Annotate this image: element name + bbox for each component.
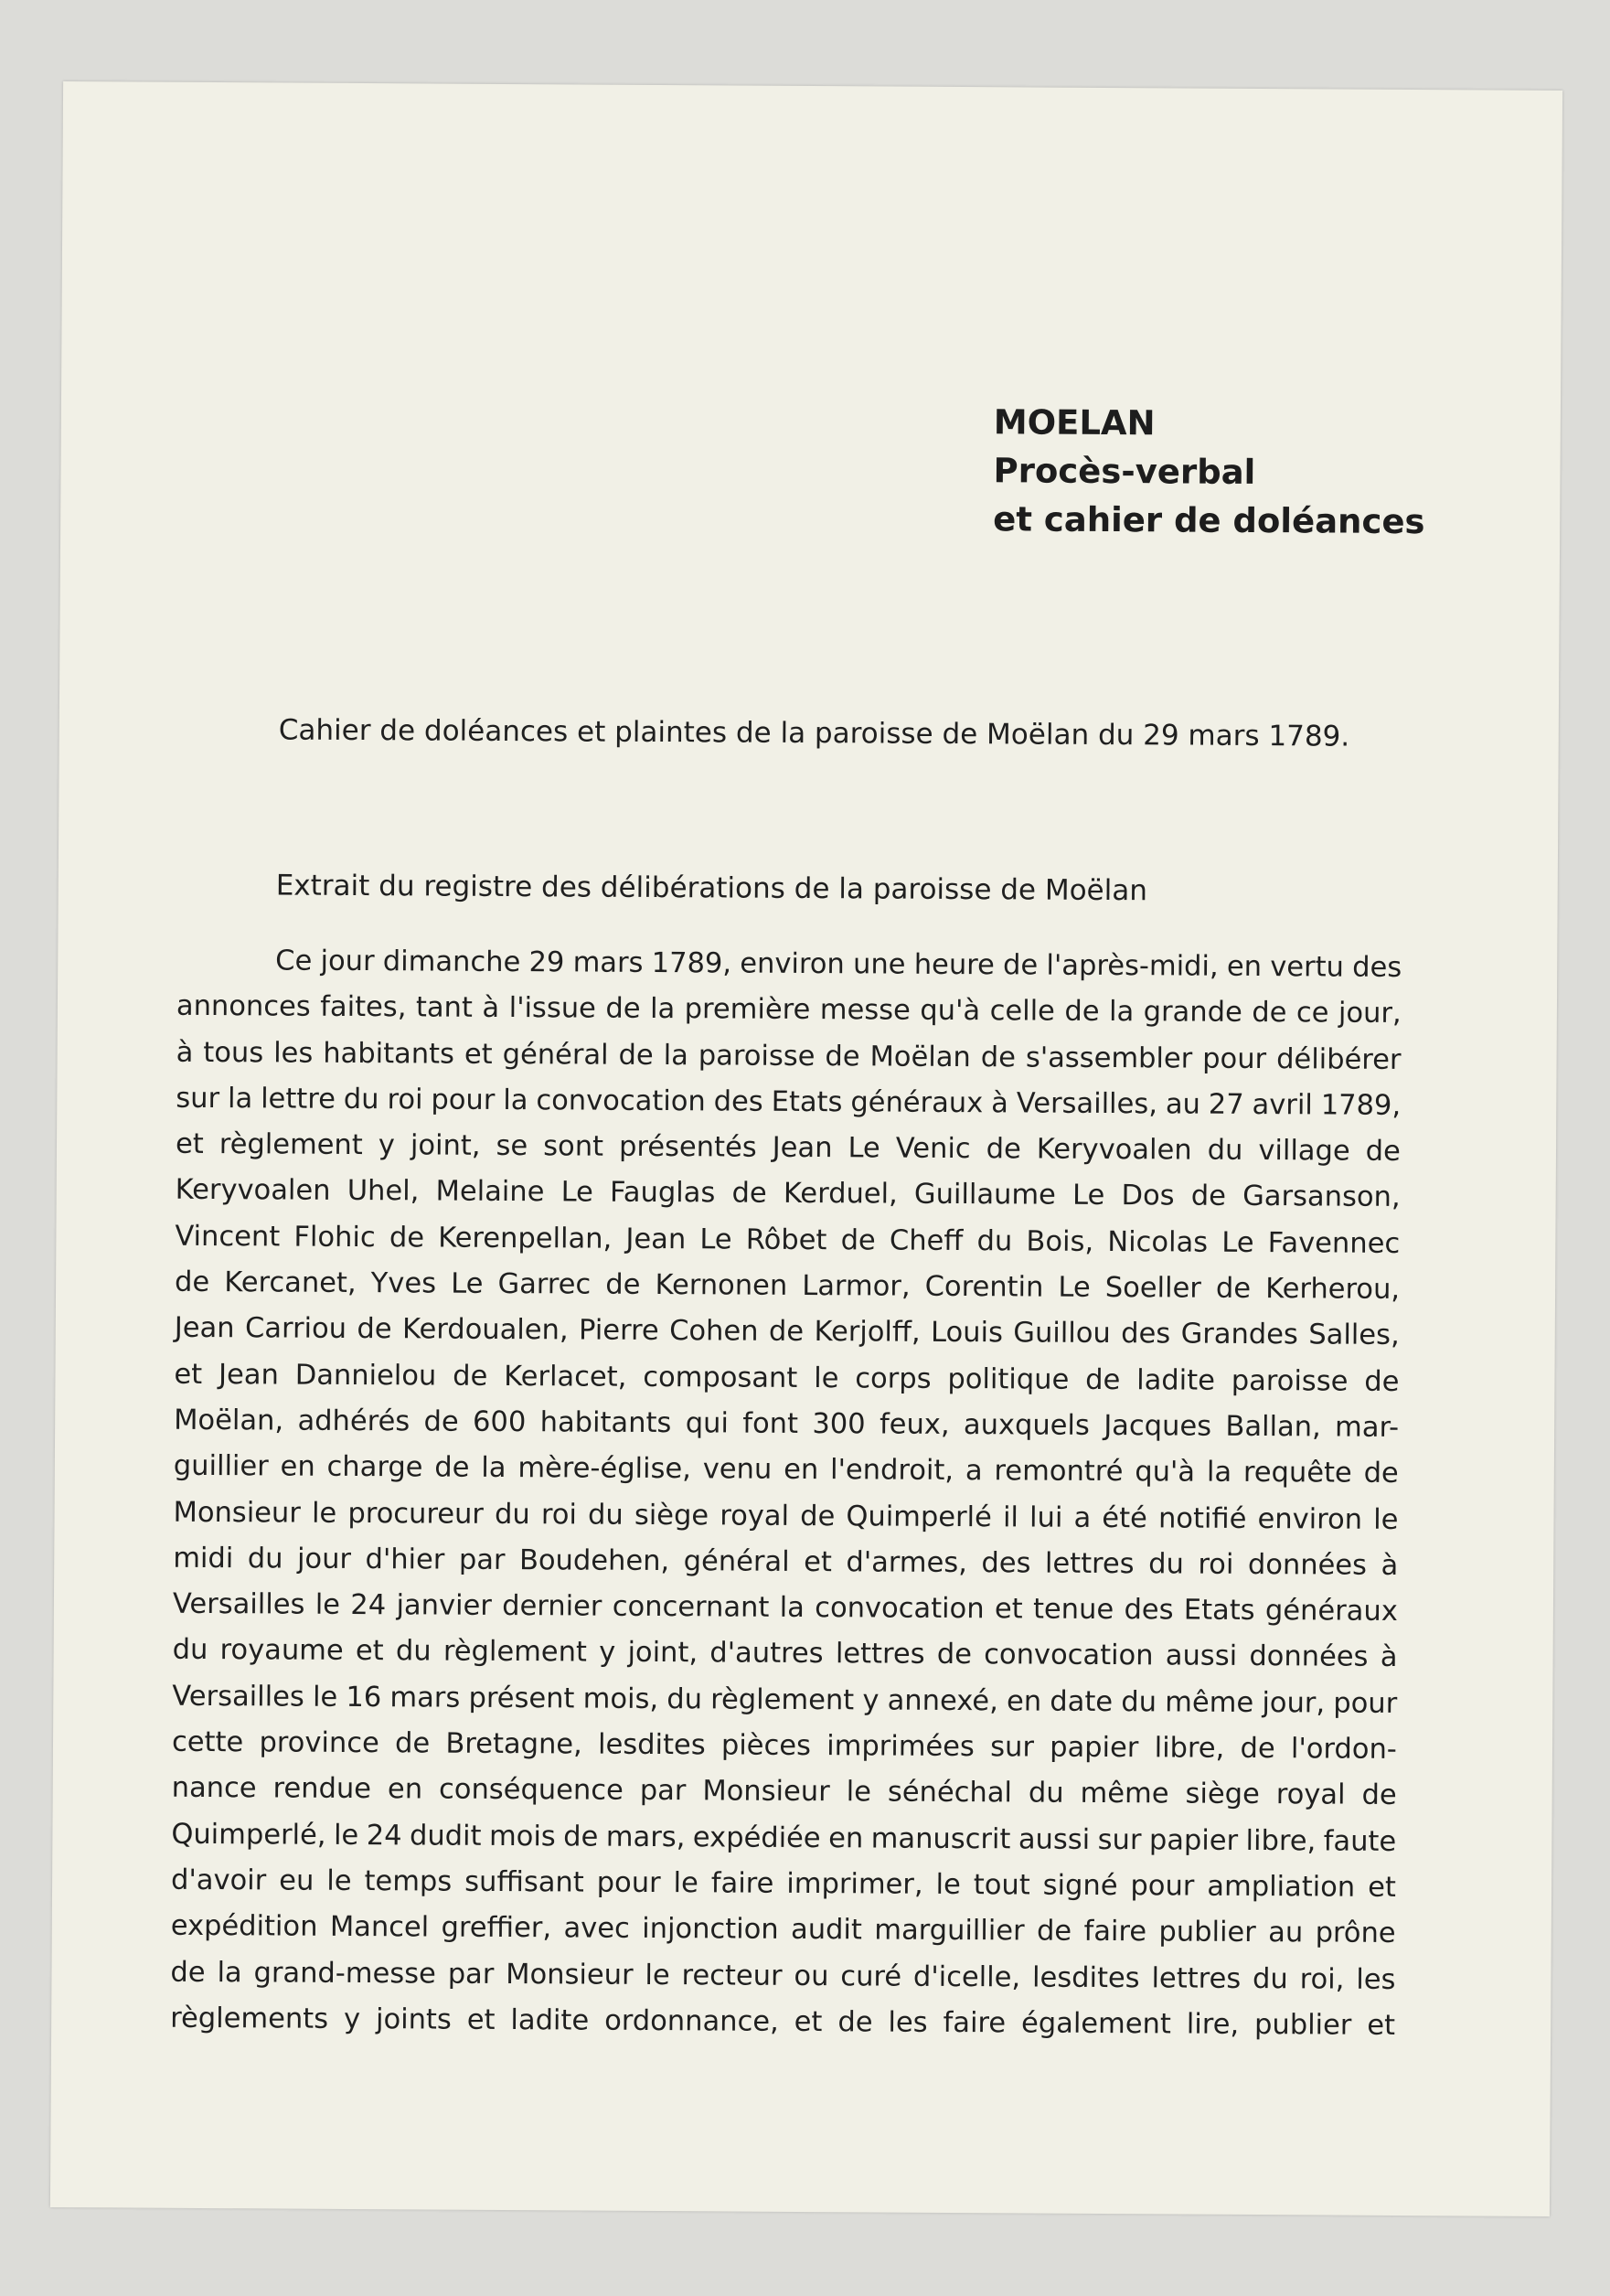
body-line: de Kercanet, Yves Le Garrec de Kernonen Larmor, Corentin Le Soeller de Kerherou, (174, 1265, 1401, 1307)
body-line: Jean Carriou de Kerdoualen, Pierre Cohen de Kerjolff, Louis Guillou des Grandes Salles, (174, 1312, 1400, 1352)
body-line: règlements y joints et ladite ordonnance, et de les faire également lire, publier et (170, 2002, 1396, 2042)
body-line: sur la lettre du roi pour la convocation des Etats généraux à Versailles, au 27 avril 1789, (176, 1082, 1402, 1122)
body-line: Monsieur le procureur du roi du siège royal de Quimperlé il lui a été notifié environ le (173, 1496, 1399, 1536)
title-town: MOELAN (993, 402, 1156, 443)
body-line: Versailles le 24 janvier dernier concernant la convocation et tenue des Etats généraux (172, 1587, 1398, 1629)
body-line: Ce jour dimanche 29 mars 1789, environ une heure de l'après-midi, en vertu des (275, 945, 1402, 984)
body-line: guillier en charge de la mère-église, venu en l'endroit, a remontré qu'à la requête de (173, 1450, 1399, 1490)
body-line: expédition Mancel greffier, avec injonction audit marguillier de faire publier au prône (170, 1910, 1396, 1950)
body-line: à tous les habitants et général de la paroisse de Moëlan de s'assembler pour délibérer (176, 1036, 1402, 1076)
body-line: Vincent Flohic de Kerenpellan, Jean Le Rôbet de Cheff du Bois, Nicolas Le Favennec (175, 1220, 1401, 1260)
body-line: Versailles le 16 mars présent mois, du règlement y annexé, en date du même jour, pour (172, 1680, 1398, 1720)
body-text (170, 938, 1402, 2049)
body-line: du royaume et du règlement y joint, d'autres lettres de convocation aussi données à (172, 1634, 1398, 1674)
body-line: nance rendue en conséquence par Monsieur le sénéchal du même siège royal de (171, 1772, 1397, 1812)
document-page (50, 81, 1562, 2216)
body-line: cette province de Bretagne, lesdites pièces imprimées sur papier libre, de l'ordon- (171, 1725, 1397, 1767)
title-proces-verbal: Procès-verbal (993, 451, 1256, 492)
document-title (993, 398, 1425, 546)
body-line: Keryvoalen Uhel, Melaine Le Fauglas de Kerduel, Guillaume Le Dos de Garsanson, (175, 1174, 1401, 1214)
title-cahier: et cahier de doléances (993, 499, 1425, 542)
document-subtitle: Cahier de doléances et plaintes de la paroisse de Moëlan du 29 mars 1789. (278, 713, 1350, 753)
extract-heading: Extrait du registre des délibérations de la paroisse de Moëlan (275, 869, 1148, 908)
body-line: et règlement y joint, se sont présentés Jean Le Venic de Keryvoalen du village de (175, 1127, 1401, 1169)
body-line: Moëlan, adhérés de 600 habitants qui font 300 feux, auxquels Jacques Ballan, mar- (174, 1404, 1400, 1444)
body-line: annonces faites, tant à l'issue de la première messe qu'à celle de la grande de ce jour, (176, 990, 1402, 1031)
body-line: Quimperlé, le 24 dudit mois de mars, expédiée en manuscrit aussi sur papier libre, faute (171, 1818, 1397, 1858)
body-line: de la grand-messe par Monsieur le recteur ou curé d'icelle, lesdites lettres du roi, les (170, 1956, 1396, 1996)
body-line: d'avoir eu le temps suffisant pour le faire imprimer, le tout signé pour ampliation et (170, 1863, 1396, 1904)
body-line: midi du jour d'hier par Boudehen, général et d'armes, des lettres du roi données à (173, 1542, 1399, 1582)
body-line: et Jean Dannielou de Kerlacet, composant le corps politique de ladite paroisse de (174, 1358, 1400, 1398)
